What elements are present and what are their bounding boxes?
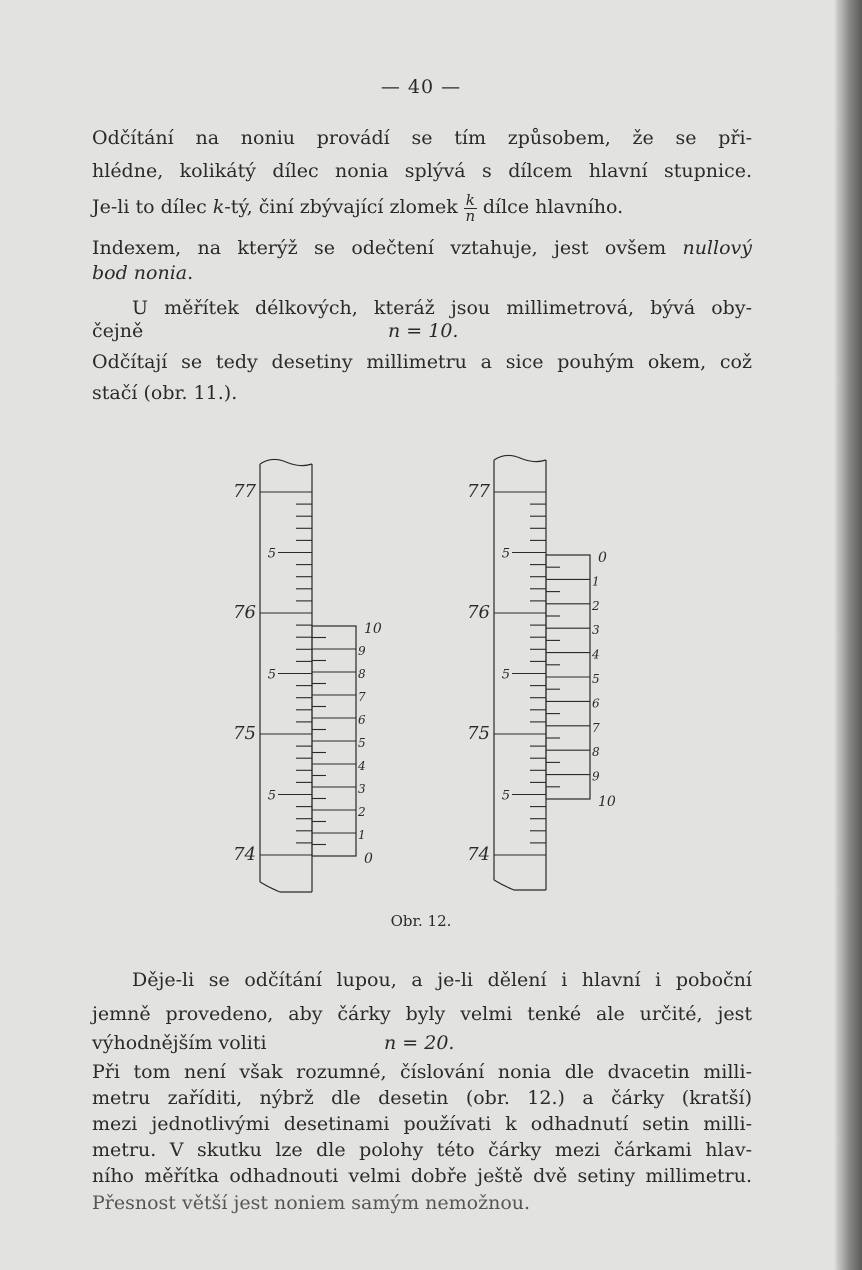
page-number: — 40 — bbox=[380, 76, 462, 98]
text-span: . bbox=[187, 262, 194, 284]
main-label-major: 75 bbox=[233, 723, 256, 744]
text-span: Je-li to dílec bbox=[92, 196, 213, 218]
vernier-label: 0 bbox=[598, 550, 607, 566]
text-line: Děje-li se odčítání lupou, a je-li dělení i hlavní i poboční bbox=[132, 969, 752, 991]
text-line: stačí (obr. 11.). bbox=[92, 382, 238, 404]
text-line: metru zaříditi, nýbrž dle desetin (obr. 12.) a čárky (kratší) bbox=[92, 1087, 752, 1109]
main-label-minor: 5 bbox=[501, 667, 510, 683]
vernier-label: 5 bbox=[358, 736, 366, 750]
text-line: Při tom není však rozumné, číslování nonia dle dvacetin milli- bbox=[92, 1061, 752, 1083]
page-edge bbox=[840, 0, 862, 1270]
text-line: Odčítání na noniu provádí se tím způsobem, že se při- bbox=[92, 127, 752, 149]
paragraph-5 bbox=[92, 1062, 752, 1083]
vernier-label: 8 bbox=[592, 745, 600, 760]
text-line: ního měřítka odhadnouti velmi dobře ještě dvě setiny millimetru. bbox=[92, 1165, 752, 1187]
vernier-label: 9 bbox=[358, 644, 366, 658]
text-line-block bbox=[92, 1033, 752, 1054]
text-line: Přesnost větší jest noniem samým nemožnou. bbox=[92, 1192, 531, 1214]
vernier-label: 3 bbox=[358, 782, 366, 796]
text-span: výhodnějším voliti bbox=[92, 1032, 267, 1054]
text-line: mezi jednotlivými desetinami používati k odhadnutí setin milli- bbox=[92, 1113, 752, 1135]
text-span: čejně bbox=[92, 320, 144, 342]
text-line-block bbox=[92, 1004, 752, 1025]
text-line-block bbox=[92, 1193, 752, 1214]
scale-bottom-edge bbox=[494, 880, 546, 890]
main-label-major: 74 bbox=[467, 844, 490, 865]
main-label-minor: 5 bbox=[267, 788, 276, 804]
main-label-major: 77 bbox=[233, 481, 256, 502]
equation: n = 10. bbox=[388, 320, 459, 342]
vernier-label: 10 bbox=[598, 794, 616, 810]
main-label-minor: 5 bbox=[501, 546, 510, 562]
right-scale bbox=[467, 455, 616, 890]
fraction-numerator: k bbox=[465, 190, 475, 209]
vernier-label: 5 bbox=[592, 672, 600, 686]
vernier-label: 10 bbox=[364, 621, 382, 637]
vernier-label: 4 bbox=[592, 647, 600, 662]
main-label-major: 76 bbox=[467, 602, 490, 623]
main-label-major: 77 bbox=[467, 481, 490, 502]
vernier-label: 1 bbox=[358, 828, 366, 842]
text-line-block bbox=[92, 1114, 752, 1135]
paragraph-4 bbox=[132, 970, 752, 991]
scale-bottom-edge bbox=[260, 882, 312, 892]
vernier-label: 7 bbox=[358, 690, 366, 704]
text-span: -tý, činí zbývající zlomek bbox=[224, 196, 458, 218]
vernier-label: 9 bbox=[592, 769, 600, 784]
math-k: k bbox=[212, 196, 225, 218]
main-label-minor: 5 bbox=[501, 788, 510, 804]
main-label-major: 74 bbox=[233, 844, 256, 865]
figure-caption: Obr. 12. bbox=[390, 912, 452, 930]
equation: n = 20. bbox=[384, 1032, 455, 1054]
scale-top-edge bbox=[494, 455, 546, 461]
vernier-label: 2 bbox=[592, 598, 600, 613]
text-span: dílce hlavního. bbox=[482, 196, 624, 218]
vernier-label: 7 bbox=[592, 720, 600, 735]
text-span: Indexem, na kterýž se odečtení vztahuje, jest ovšem bbox=[92, 237, 667, 259]
vernier-label: 4 bbox=[358, 759, 366, 773]
text-line: Odčítají se tedy desetiny millimetru a sice pouhým okem, což bbox=[92, 351, 752, 373]
italic-span: nullový bbox=[682, 237, 752, 259]
text-line-block bbox=[92, 1140, 752, 1161]
text-line: U měřítek délkových, kteráž jsou millimetrová, bývá oby- bbox=[132, 297, 752, 319]
vernier-label: 2 bbox=[358, 805, 366, 819]
vernier-label: 6 bbox=[592, 696, 600, 711]
main-label-major: 76 bbox=[233, 602, 256, 623]
left-scale bbox=[233, 459, 382, 892]
text-line-block bbox=[92, 1088, 752, 1109]
vernier-label: 0 bbox=[364, 851, 373, 867]
text-line: hlédne, kolikátý dílec nonia splývá s dílcem hlavní stupnice. bbox=[92, 160, 752, 182]
text-line-block bbox=[92, 1166, 752, 1187]
main-label-minor: 5 bbox=[267, 546, 276, 562]
vernier-label: 1 bbox=[592, 574, 600, 589]
vernier-label: 8 bbox=[358, 667, 366, 681]
italic-span: bod nonia bbox=[92, 262, 188, 284]
scale-top-edge bbox=[260, 459, 312, 465]
main-label-major: 75 bbox=[467, 723, 490, 744]
text-line: jemně provedeno, aby čárky byly velmi tenké ale určité, jest bbox=[92, 1003, 752, 1025]
vernier-label: 6 bbox=[358, 713, 366, 727]
vernier-label: 3 bbox=[592, 623, 600, 638]
text-line: metru. V skutku lze dle polohy této čárky mezi čárkami hlav- bbox=[92, 1139, 752, 1161]
fraction-denominator: n bbox=[465, 206, 476, 225]
main-label-minor: 5 bbox=[267, 667, 276, 683]
